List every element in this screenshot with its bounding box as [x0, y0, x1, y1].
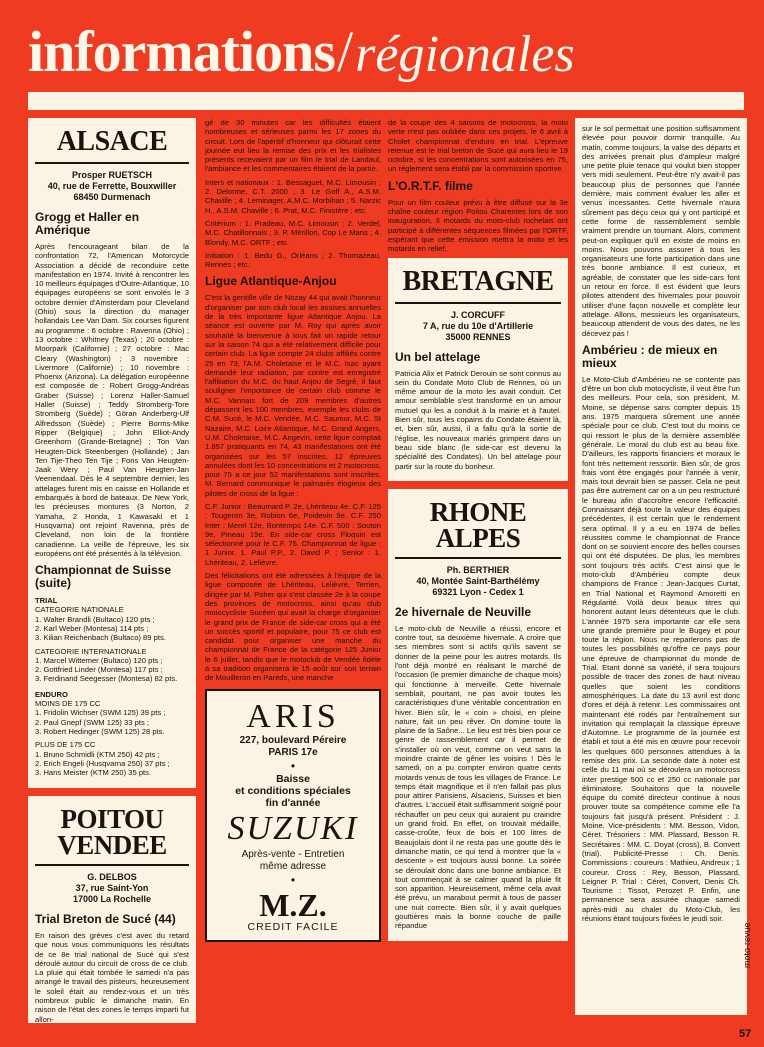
region-title-bretagne: BRETAGNE	[395, 264, 561, 304]
article-text-ortf: Pour un film couleur prévu à être diffusé sur la 3e chaîne couleur région Poitou Charentes lors de son inauguration, 3 motards du moto-club rochelais ont participé à différentes séquences filmées par l'ORTF, espérant que cette émission mettra la moto et les motards en relief.	[388, 197, 568, 254]
section-head-enduro-plus: PLUS DE 175 CC	[35, 740, 96, 750]
header-bar	[28, 92, 744, 110]
results-trial-int	[35, 656, 189, 684]
poitou-panel	[28, 796, 196, 1023]
article-text-ligue-2: Des félicitations ont été adressées à l'équipe de la ligue composée de Lhériteau, Lelièvre, Terrien, dirigée par M. Poher qui s'est classée 2e à la coupe des provinces de motocross, ainsi qu'au club motocycliste Sucéen qui avait la charge d'organiser le grand prix de France de side-car cross qui a été un succès sportif et populaire, pour 75 ce club est candidat pour organiser une manche du championnat de France de la catégorie 125 Junior le 6 juillet, tandis que le motoclub de Vendée fidèle à sa tradition organisera le 15 août sur son terrain de Mouilleron en Pareds, une manche	[205, 571, 381, 683]
result-line: 2. Erich Engeli (Husqvarna 250) 37 pts ;	[35, 758, 170, 768]
correspondent-city: 69321 Lyon - Cedex 1	[432, 586, 524, 597]
results-ligue: C.F. Junior : Beaumard P. 2e, Lhériteau 4e. C.F. 125 : Tougeron 3e, Robion 6e, Poidevin 9e. C.F. 250 Inter : Merel 12e, Bontemps 14e. C.F. 500 : Souton 9e, Pineau 19e. En side-car cross Floquin est sélectionné pour le C.F. 75. Championnat de ligue : 1 Junior. 1. Paul P.P., 2. David P. ; Senior : 1. Lhériteau, 2. Lelièvre.	[205, 501, 381, 567]
article-text-trial-breton: En raison des grèves c'est avec du retard que nous vous communiquons les résultats de ce 8e trial national de Sucé qui s'est déroulé autour du circuit de cross de ce club. La pluie qui était tombée le samedi n'a pas arrangé le travail des pisteurs, heureusement le soleil était au rendez-vous et un très nombreux public le dimanche matin. En raison de l'état des zones le temps imparti fut allon-	[35, 931, 189, 1023]
results-initiation: Initiation : 1. Bedu G., Orléans ; 2. Thomazeau, Rennes ; etc.	[205, 250, 381, 270]
region-title-alsace: ALSACE	[35, 124, 189, 164]
ad-address-city: PARIS 17e	[268, 746, 318, 758]
column-4	[575, 118, 747, 1023]
article-title-amberieu: Ambérieu : de mieux en mieux	[582, 342, 718, 370]
article-text-hivernale: Le moto-club de Neuville a réussi, encore et contre tout, sa deuxième hivernale. A croire que ses membres sont si actifs qu'ils savent se donner de la peine pour les autres motards. Ils l'ont déjà montré en réalisant le marché de l'occasion (le premier dimanche de chaque mois) qui fonctionne à merveille. Cette hivernale semblait, pourtant, ne pas avoir toutes les caractéristiques d'une véritable concentration en hiver. Bien sûr, le « coin » choisi, en pleine nature, fait un peu rêver. On domine toute la plaine de la Saône... Le lieu est très bien pour ce genre de rassemblement car il permet de s'installer où on veut, comme on veut sans la moindre crainte de gêner les voisins ! Dès le samedi, on a pu compter environ quatre cents motards venus de tous les villages de France. Le temps était magnifique et il n'en fallait pas plus pour attirer Parisiens, Alsaciens, Suisses et bien d'autres. L'accueil était suffisamment soigné pour réchauffer un peu ceux qui auraient pu craindre un grand froid. En effet, on trouvait médaille, casse-croûte, feux de bois et 100 litres de Beaujolais dont il ne resta pas une goutte dès le dimanche matin, ce qui tend à montrer que la « descente » est toujours aussi bonne. La soirée se déroulait donc dans une bonne ambiance. Et tout commençait à se calmer quand la pluie fit son apparition. Heureusement, même cela avait été prévu, un marabout permit à tous de passer une nuit correcte. Bien sûr, il y avait quelques gouttières mais la bonne couche de paille répandue	[395, 623, 561, 931]
rhone-panel-continued	[575, 118, 747, 1015]
result-line: 2. Karl Weber (Montesa) 114 pts ;	[35, 623, 149, 633]
article-text-grogg: Après l'encourageant bilan de la confrontation 72, l'American Motorcycle Association a décidé de reconduire cette manifestation en 1974. Invité à rencontrer les 10 meilleurs équipages d'Outre-Atlantique, 10 équipages européens se sont envolés le 3 octobre dernier d'Amsterdam pour Cleveland (Ohio) sous la direction du manager hollandais Lee Van Dam. Six courses figurent au programme : 6 octobre : Ravenna (Ohio) ; 13 octobre : Whitney (Texas) ; 20 octobre : Moorpark (Californie) ; 27 octobre : Mac Cleary (Washington) ; 3 novembre : Livermore (Californie) ; 10 novembre : Phoenix (Arizona). La délégation européenne est composée de : Robert Grogg-Andréas Graber (Suisse) ; Lorenz Haller-Samuel Haller (Suisse) ; Teddy Stromberg-Tore Stromberg (Suède) ; Göran Anderberg-Ulf Alfredsson (Suède) ; Pierre Borms-Mike Ripper (Belgique) ; John Elliot-Andy Greenhorn (Grande-Bretagne) ; Ton Van Heugten-Dick Steenbergen (Hollande) ; Jan Ten Tije-Theo Ten Tije ; Fons Van Heugten-Jaak Wery ; Paul Van Heugten-Jan Veenendaal. Dès le 4 septembre dernier, les attelages furent mis en caisse en Hollande et embarqués à bord de bateaux. De New York, les précieuses montures (3 Norton, 2 Yamaha, 2 Honda, 1 Kawasaki et 1 Husqvarna) ont rejoint Ravenna, près de Cleveland, non loin de la frontière canadienne. La veille de l'épreuve, les six européens ont été présentés à la télévision.	[35, 242, 189, 558]
correspondent-name: J. CORCUFF	[451, 309, 505, 320]
masthead-main: informations	[28, 19, 335, 84]
results-criterium: Critérium : 1. Pradeau, M.C. Limousin ; 2. Verdel, M.C. Chatillonnais ; 3. P. Mérillon, Cop Le Mans ; 4. Blondy, M.C. ORTF ; etc.	[205, 218, 381, 247]
article-title-trial-breton: Trial Breton de Sucé (44)	[35, 912, 176, 926]
masthead-separator: /	[337, 19, 354, 84]
bullet-icon: •	[290, 872, 296, 887]
article-text-amberieu: Le Moto-Club d'Ambérieu ne se contente pas d'être un bon club motocycliste, il veut être l'un des meilleurs. Pour cela, son président, M. Moine, se dépense sans compter depuis 15 ans. 1975 marquera sûrement une année spéciale pour ce club. C'est tout du moins ce qui ressort le plus de la dernière assemblée générale. Le moral du club est au beau fixe. D'ailleurs, les rapports financiers et moraux le font très nettement ressortir. Bien sûr, de gros frais vont être engagés pour l'année à venir, mais tout devrait bien se passer. Cela ne peut pas être autrement car on a un peu restructuré le bureau afin d'accroître encore l'efficacité. Connaissant déjà toute la valeur des équipes précédentes, il est certain que le rendement sera optimal. Il y a eu en 1974 de belles réussites comme le championnat de France dont on se souvient encore des belles courses qui ont été disputées. De plus, les membres sont toujours très actifs. C'est ainsi que le moto-club d'Ambérieu compte deux champions de France : Jean-Jacques Curtat, en Trial National et Raymond Amoretti en Régularité. Voilà deux beaux titres qui honorent autant leurs détenteurs que le club. L'année 1975 sera importante car elle sera une grande première pour le Bugey et pour toute la région. Nous ne reparlerons pas de toutes les possibilités qu'offre ce pays pour une épreuve de championnat du monde de Trial. Etant donné sa variété, il sera toujours possible de tracer des zones de haut niveau quelles que soient les conditions atmosphériques. La date du 13 avril est donc d'ores et déjà à retenir. Les commissaires ont maintenant été rodés par l'entraînement sur invitation qui remplaçait la classique épreuve d'Automne. Le programme de la journée est établi et tout a été mis en œuvre pour recevoir les quelques 600 personnes attendues à la remise des prix. La seconde date à noter est celle du 11 mai où se déroulera un motocross inter prestige 500 cc et 250 cc nationale par éliminatoire. Souhaitons que la nouvelle équipe du comité directeur continue à nous prouver toute sa compétence comme elle l'a toujours fait jusqu'à présent. Président : J. Moine. Vice-présidents : MM. Besson, Vidon, Céret. Trésoriers : MM. Plassard, Besson R. Secrétaires : MM. C. Doyat (cross), B. Convert (trial). Publicité-Presse : Ch. Denis. Commissions : coureurs : Mathieu, Andreux ; 1 coureur. Cross : Rey, Besson, Plassard, Leigner P. Trial : Céret, Convert, Denis Ch. Tourisme : Tissot, Perozet P. Enfin, une permanence sera assurée chaque samedi après-midi au chalet du Moto-Club, les réunions étant toujours fixées le jeudi soir.	[582, 374, 740, 924]
section-head-trial: TRIAL	[35, 596, 58, 606]
article-title-suisse: Championnat de Suisse (suite)	[35, 563, 172, 591]
correspondent-address: 7 A, rue du 10e d'Artillerie	[422, 320, 534, 331]
section-head-trial-nat: CATEGORIE NATIONALE	[35, 605, 124, 615]
correspondent-rhone	[395, 565, 561, 598]
correspondent-city: 17000 La Rochelle	[72, 894, 152, 904]
ad-brand-aris: ARIS	[246, 697, 340, 735]
results-trial-nat	[35, 615, 189, 643]
ad-address-line: 227, boulevard Péreire	[239, 734, 347, 746]
region-title-rhone: RHONE ALPES	[395, 495, 561, 559]
result-line: 3. Ferdinand Seegesser (Montesa) 82 pts.	[35, 674, 178, 684]
ad-brand-mz: M.Z.	[259, 886, 327, 923]
result-line: 2. Gottfried Linder (Montesa) 117 pts ;	[35, 665, 163, 675]
article-title-grogg: Grogg et Haller en Amérique	[35, 210, 140, 237]
masthead-sub: régionales	[355, 26, 575, 83]
result-line: 1. Marcel Wittemer (Bultaco) 120 pts ;	[35, 655, 163, 665]
correspondent-address: 40, Montée Saint-Barthélémy	[416, 575, 540, 586]
article-text-ligue: C'est la gentille ville de Nozay 44 qui avait l'honneur d'organiser par son club local les assises annuelles de la très importante ligue Atlantique Anjou. La séance est ouverte par M. Roy qui après avoir souhaité la bienvenue à tous fait un rapide retour sur la saison 74 qui a été relativement difficile pour certain club. La ligue compte 24 clubs affiliés contre 25 en 73, l'A.M. Choletaise et le M.C. Isac ayant demandé leur radiation, par contre est enregistré l'affiliation du M.C. du haut Anjou de Segré, il faut souligner l'importance de certain club comme le M.C. Vannais fort de 209 membres d'autres dépassent les 100 membres, exemple les clubs de C.M. Sucé, le M.C. Vendée, M.C. Saumur, M.C. St Nazaire, M.C. Loire Atlantique, M.C. Grand Angers, U.M. Choletaise, M.C. Angevin, cette ligue comptait 1.857 pratiquants en 74, 43 manifestations ont été organisées sur les 57 inscrites, 12 épreuves annulées dont les 10 concentrations et 2 motocross, pour 75 a ce jour 52 manifestations sont inscrites. M. Bernard communique le palmarès élogieux des pilotes de cross de la ligue :	[205, 293, 381, 498]
correspondent-poitou	[35, 872, 189, 905]
ad-brand-suzuki: SUZUKI	[227, 809, 359, 847]
side-label: moto-revue	[742, 922, 752, 968]
result-line: 1. Fridolin Wichser (SWM 125) 39 pts ;	[35, 708, 166, 718]
ad-offer-3: fin d'année	[265, 796, 321, 809]
alsace-panel	[28, 118, 196, 788]
article-text-continued: sur le sol permettait une position suffisamment élevée pour pouvoir dormir tranquille. Au matin, comme toujours, la valse des départs et des arrivées prenait plus d'ampleur malgré une petite pluie tenace qui voulut bien stopper vers midi seulement. Peut-être n'y avait-il pas beaucoup plus de personnes que l'année dernière, mais comment évaluer les aller et venus incessantes. Cette hivernale n'aura sûrement pas déçu ceux qui y ont participé et cette forme de rassemblement semble vraiment prendre un tournant. Alors, comment peut-on expliquer qu'il en existe de moins en moins. Nous pouvons assurer à tous les organisateurs une forte participation dans une très bonne ambiance. Il est curieux, et agréable, de constater que les side-cars font un retour en force. Il est évident que leurs pilotes attendent des hivernales pour pouvoir utiliser d'une façon nouvelle et complète leur attelage. Allons, messieurs les organisateurs, beaucoup attendent de vous des dates, ne les décevez pas !	[582, 124, 740, 338]
correspondent-address: 37, rue Saint-Yon	[75, 883, 149, 893]
correspondent-name: G. DELBOS	[87, 872, 137, 882]
article-title-ligue: Ligue Atlantique-Anjou	[205, 274, 337, 289]
advertisement-aris	[205, 689, 381, 942]
correspondent-address: 40, rue de Ferrette, Bouxwiller	[47, 181, 177, 191]
rhone-panel	[388, 489, 568, 941]
article-text-continued: gé de 30 minutes car les difficultés étaient nombreuses et sérieuses parmi les 17 zones du circuit. Lors de l'apéritif d'honneur qui clôturait cette journée eut lieu la remise des prix et les trialistes présents recevaient par un film le trial de Landaul, l'ambiance et les commentaires étaient de la partie.	[205, 118, 381, 174]
correspondent-city: 35000 RENNES	[445, 331, 511, 342]
bretagne-panel	[388, 258, 568, 481]
ad-service-2: même adresse	[259, 860, 327, 872]
result-line: 3. Hans Meister (KTM 250) 35 pts.	[35, 768, 152, 778]
article-text-continued: de la coupe des 4 saisons de motocross, la moto verte n'est pas oubliée dans ces projets, le 6 avril à Cholet championnat d'enduro en trial. L'épreuve retenue est le trial breton de Sucé qui aura lieu le 19 octobre, si les concentrations sont autorisées en 75, un règlement sera établi par la commission sportive.	[388, 118, 568, 174]
result-line: 1. Walter Brandli (Bultaco) 120 pts ;	[35, 614, 155, 624]
section-head-trial-int: CATEGORIE INTERNATIONALE	[35, 646, 147, 656]
column-1	[28, 118, 196, 1023]
result-line: 3. Kilian Reichenbach (Bultaco) 89 pts.	[35, 633, 166, 643]
correspondent-name: Ph. BERTHIER	[446, 564, 510, 575]
section-head-enduro: ENDURO	[35, 689, 68, 699]
correspondent-name: Prosper RUETSCH	[71, 170, 152, 180]
result-line: 1. Bruno Schmidli (KTM 250) 42 pts ;	[35, 749, 160, 759]
section-head-enduro-moins: MOINS DE 175 CC	[35, 699, 101, 709]
result-line: 3. Robert Hedinger (SWM 125) 28 pts.	[35, 726, 165, 736]
page-number: 57	[739, 1028, 752, 1040]
masthead	[28, 18, 575, 84]
results-enduro-moins	[35, 708, 189, 736]
bullet-icon: •	[290, 758, 296, 773]
column-3	[388, 118, 568, 1023]
article-title-attelage: Un bel attelage	[395, 349, 481, 364]
ad-offer-1: Baisse	[276, 772, 310, 785]
article-title-ortf: L'O.R.T.F. filme	[388, 178, 473, 193]
article-text-attelage: Patricia Alix et Patrick Derouin se sont connus au sein du Condate Moto Club de Rennes, où un même amour de la moto les avait conduit. Cet amour semblable s'est transformé en un amour mutuel qui les a conduit à la mairie et à l'autel. Bien sûr, tous les copains du Condate étaient là, et, bien sûr, aussi, il a fallu qu'à la sortie de l'église, les nouveaux mariés grimpent dans un beau side blanc (le side-car est devenu la spécialité des Condates). Un bel attelage pour partir sur la route du bonheur.	[395, 368, 561, 471]
correspondent-city: 68450 Durmenach	[73, 192, 151, 202]
ad-offer-2: et conditions spéciales	[235, 784, 351, 797]
correspondent-bretagne	[395, 310, 561, 343]
region-title-poitou: POITOU VENDEE	[35, 802, 189, 866]
column-2	[205, 118, 381, 1023]
ad-service-1: Après-vente - Entretien	[241, 848, 345, 860]
results-inters: Inters et nationaux : 1. Bessaguet, M.C. Limousin ; 2. Delorme, C.T. 2000 ; 3. Le Goff A., A.S.M. Chaville ; 4. Leminager, A.M.C. Morbihan ; 5. Narzic H., A.S.M. Chaville ; 6. Prat, M.C. Finistère ; etc.	[205, 177, 381, 215]
results-enduro-plus	[35, 750, 189, 778]
correspondent-alsace	[35, 170, 189, 203]
ad-credit: CREDIT FACILE	[247, 920, 339, 933]
article-title-hivernale: 2e hivernale de Neuville	[395, 604, 532, 619]
result-line: 2. Paul Gnepf (SWM 125) 33 pts ;	[35, 717, 149, 727]
